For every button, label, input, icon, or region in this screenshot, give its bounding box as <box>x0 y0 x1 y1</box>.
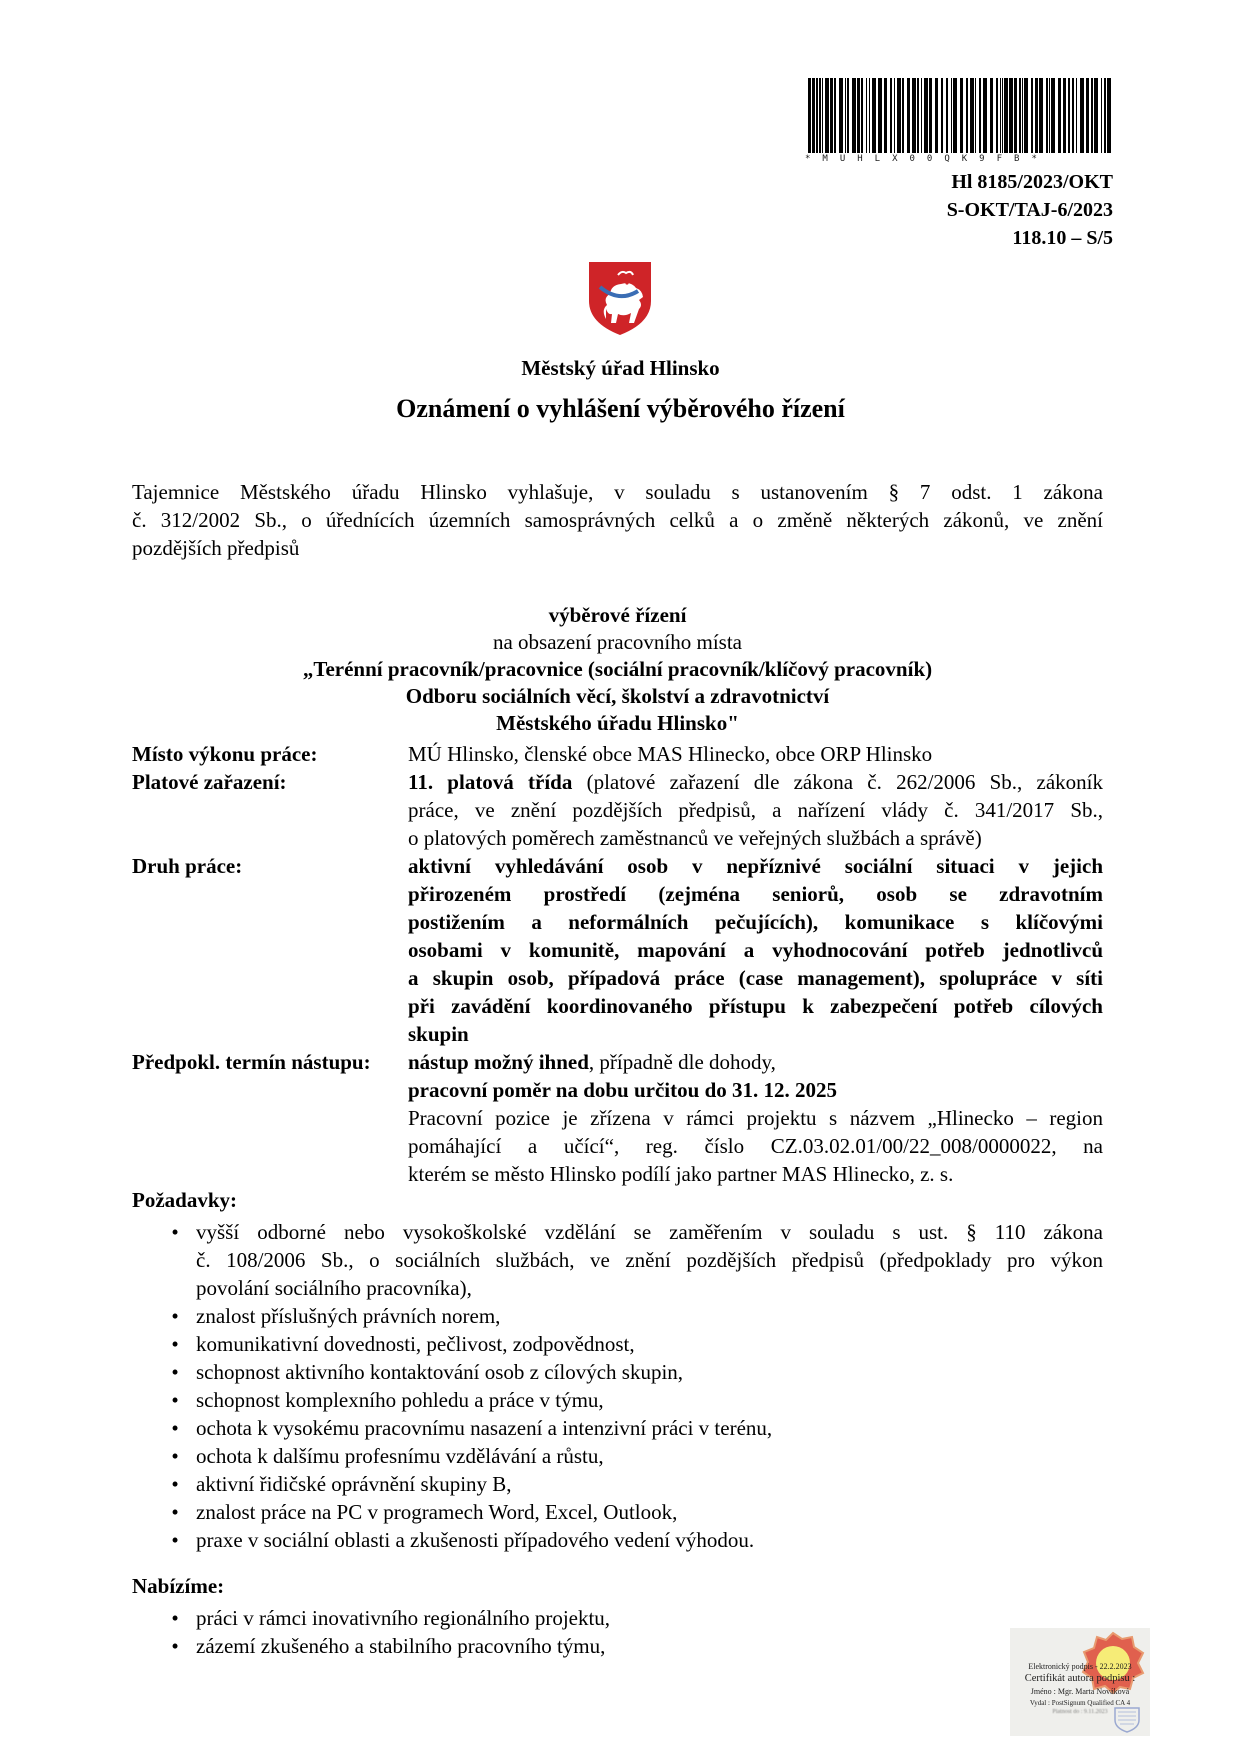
list-item: • zázemí zkušeného a stabilního pracovního týmu, <box>132 1632 1103 1660</box>
list-item: • komunikativní dovednosti, pečlivost, zodpovědnost, <box>132 1330 1103 1358</box>
file-reference-block <box>799 78 1113 254</box>
list-item: • ochota k dalšímu profesnímu vzdělávání a růstu, <box>132 1442 1103 1470</box>
details-table <box>132 740 1103 1188</box>
list-item: • vyšší odborné nebo vysokoškolské vzdělání se zaměřením v souladu s ust. § 110 zákona č. 108/2006 Sb., o sociálních službách, ve znění pozdějších předpisů (předpoklady pro výkon povolání sociálního pracovníka), <box>132 1218 1103 1302</box>
offer-list <box>132 1604 1103 1660</box>
detail-value: nástup možný ihned, případně dle dohody, pracovní poměr na dobu určitou do 31. 12. 2025 Pracovní pozice je zřízena v rámci projektu s názvem „Hlinecko – region pomáhající a učící“, reg. číslo CZ.03.02.01/00/22_008/0000022, na kterém se město Hlinsko podílí jako partner MAS Hlinecko, z. s. <box>408 1050 1103 1186</box>
detail-label: Druh práce: <box>132 854 243 878</box>
requirements-heading: Požadavky: <box>132 1188 237 1212</box>
offer-section <box>132 1572 1103 1660</box>
list-item: • praxe v sociální oblasti a zkušenosti případového vedení výhodou. <box>132 1526 1103 1554</box>
bullet-icon: • <box>171 1416 179 1440</box>
detail-value: MÚ Hlinsko, členské obce MAS Hlinecko, obce ORP Hlinsko <box>408 742 933 766</box>
barcode-text: *MUHLX00QK9FB* <box>805 154 1049 164</box>
stamp-line: Vydal : PostSignum Qualified CA 4 <box>1029 1699 1131 1707</box>
reference-line: 118.10 – S/5 <box>1012 227 1113 249</box>
bullet-icon: • <box>171 1500 179 1524</box>
detail-value: 11. platová třída (platové zařazení dle zákona č. 262/2006 Sb., zákoník práce, ve znění pozdějších předpisů, a nařízení vlády č. 341/2017 Sb., o platových poměrech zaměstnanců ve veřejných službách a správě) <box>408 770 1103 850</box>
bullet-icon: • <box>171 1360 179 1384</box>
detail-value: aktivní vyhledávání osob v nepříznivé sociální situaci v jejich přirozeném prostředí (zejména seniorů, osob se zdravotním postižením a neformálních pečujících), komunikace s klíčovými osobami v komunitě, mapování a vyhodnocování potřeb jednotlivců a skupin osob, případová práce (case management), spolupráce v síti při zavádění koordinovaného přístupu k zabezpečení potřeb cílových skupin <box>408 854 1103 1046</box>
detail-label: Místo výkonu práce: <box>132 742 318 766</box>
list-item: • schopnost komplexního pohledu a práce v týmu, <box>132 1386 1103 1414</box>
list-item: • aktivní řidičské oprávnění skupiny B, <box>132 1470 1103 1498</box>
reference-numbers <box>799 170 1113 254</box>
bullet-icon: • <box>171 1634 179 1658</box>
reference-line: S-OKT/TAJ-6/2023 <box>946 199 1113 221</box>
bullet-icon: • <box>171 1444 179 1468</box>
list-item: • schopnost aktivního kontaktování osob z cílových skupin, <box>132 1358 1103 1386</box>
list-item: • práci v rámci inovativního regionálního projektu, <box>132 1604 1103 1632</box>
stamp-line: Jméno : Mgr. Marta Nováková <box>1030 1687 1130 1696</box>
detail-label: Předpokl. termín nástupu: <box>132 1050 371 1074</box>
stamp-line: Platnost do : 9.11.2023 <box>1052 1709 1108 1715</box>
stamp-text <box>1010 1628 1150 1717</box>
signature-stamp <box>1010 1628 1150 1736</box>
bullet-icon: • <box>171 1304 179 1328</box>
offer-heading: Nabízíme: <box>132 1574 225 1598</box>
list-item: • znalost příslušných právních norem, <box>132 1302 1103 1330</box>
vacancy-announcement: výběrové řízení na obsazení pracovního místa „Terénní pracovník/pracovnice (sociální pracovník/klíčový pracovník) Odboru sociálních věcí, školství a zdravotnictví Městského úřadu Hlinsko" <box>302 603 933 735</box>
list-item: • znalost práce na PC v programech Word, Excel, Outlook, <box>132 1498 1103 1526</box>
bullet-icon: • <box>171 1472 179 1496</box>
stamp-line: Certifikát autora podpisu : <box>1024 1673 1136 1684</box>
requirements-section <box>132 1186 1103 1554</box>
barcode-icon <box>805 78 1113 153</box>
bullet-icon: • <box>171 1332 179 1356</box>
page-title: Oznámení o vyhlášení výběrového řízení <box>396 394 845 423</box>
reference-line: Hl 8185/2023/OKT <box>951 171 1113 193</box>
bullet-icon: • <box>171 1606 179 1630</box>
detail-label: Platové zařazení: <box>132 770 287 794</box>
bullet-icon: • <box>171 1220 179 1244</box>
requirements-list <box>132 1218 1103 1554</box>
coat-of-arms-icon <box>588 261 652 336</box>
bullet-icon: • <box>171 1528 179 1552</box>
list-item: • ochota k vysokému pracovnímu nasazení a intenzivní práci v terénu, <box>132 1414 1103 1442</box>
org-name: Městský úřad Hlinsko <box>521 356 720 380</box>
bullet-icon: • <box>171 1388 179 1412</box>
intro-paragraph: Tajemnice Městského úřadu Hlinsko vyhlašuje, v souladu s ustanovením § 7 odst. 1 zákona č. 312/2002 Sb., o úřednících územních samosprávných celků a o změně některých zákonů, ve znění pozdějších předpisů <box>132 480 1103 560</box>
stamp-line: Elektronický podpis - 22.2.2023 <box>1028 1662 1132 1671</box>
